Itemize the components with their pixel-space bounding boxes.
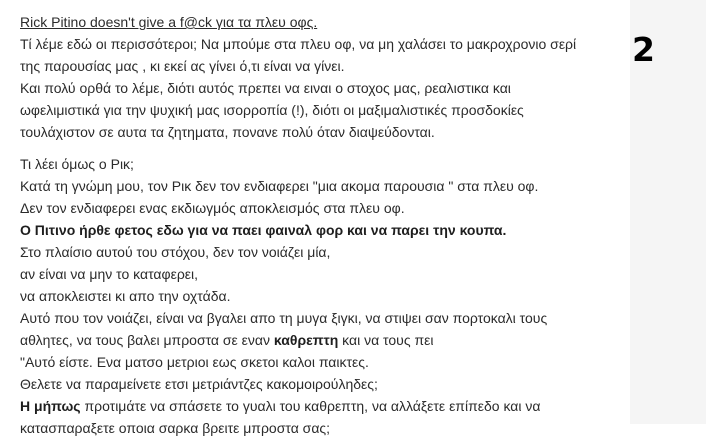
paragraph-line: ωφελιμιστικά για την ψυχική μας ισορροπία (!), διότι οι μαξιμαλιστικές προσδοκίες xyxy=(20,102,524,118)
page-number: 2 xyxy=(632,30,655,69)
paragraph-line: Θελετε να παραμείνετε ετσι μετριάντζες κακομοιρούληδες; xyxy=(20,376,378,392)
paragraph-line: να αποκλειστει κι απο την οχτάδα. xyxy=(20,288,231,304)
paragraph-line: Αυτό που τον νοιάζει, είναι να βγαλει απο τη μυγα ξιγκι, να στιψει σαν πορτοκαλι τους xyxy=(20,310,548,326)
paragraph-line: της παρουσίας μας , κι εκεί ας γίνει ό,τι είναι να γίνει. xyxy=(20,58,345,74)
line-text: και να τους πει xyxy=(338,332,434,348)
paragraph-line: Και πολύ ορθά το λέμε, διότι αυτός πρεπει να ειναι ο στοχος μας, ρεαλιστικα και xyxy=(20,80,511,96)
bold-statement: Ο Πιτινο ήρθε φετος εδω για να παει φαιναλ φορ και να παρει την κουπα. xyxy=(20,222,507,238)
line-text: προτιμάτε να σπάσετε το γυαλι του καθρεπτη, να αλλάξετε επίπεδο και να xyxy=(80,398,541,414)
paragraph-line: αν είναι να μην το καταφερει, xyxy=(20,266,199,282)
paragraph-break xyxy=(20,143,625,153)
bold-word: καθρεπτη xyxy=(273,332,339,348)
paragraph-line: Τι λέει όμως ο Ρικ; xyxy=(20,156,134,172)
paragraph-line: Στο πλαίσιο αυτού του στόχου, δεν τον νοιάζει μία, xyxy=(20,244,331,260)
post-title-link[interactable]: Rick Pitino doesn't give a f@ck για τα πλευ οφς. xyxy=(20,14,318,30)
paragraph-line: Τί λέμε εδώ οι περισσότεροι; Να μπούμε στα πλευ οφ, να μη χαλάσει το μακροχρονιο σερί xyxy=(20,36,577,52)
paragraph-line xyxy=(20,395,625,417)
paragraph-line: Κατά τη γνώμη μου, τον Ρικ δεν τον ενδιαφερει "μια ακομα παρουσια " στα πλευ οφ. xyxy=(20,178,539,194)
paragraph-line: τουλάχιστον σε αυτα τα ζητηματα, πονανε πολύ όταν διαψεύδονται. xyxy=(20,124,435,140)
paragraph-line: κατασπαραξετε οποια σαρκα βρειτε μπροστα σας; xyxy=(20,420,331,436)
line-text: αθλητες, να τους βαλει μπροστα σε εναν xyxy=(20,332,274,348)
paragraph-line xyxy=(20,329,625,351)
paragraph-line: "Αυτό είστε. Ενα ματσο μετριοι εως σκετοι καλοι παικτες. xyxy=(20,354,369,370)
paragraph-line: Δεν τον ενδιαφερει ενας εκδιωγμός αποκλεισμός στα πλευ οφ. xyxy=(20,200,405,216)
bold-phrase: Η μήπως xyxy=(20,398,81,414)
post-body xyxy=(20,11,625,439)
